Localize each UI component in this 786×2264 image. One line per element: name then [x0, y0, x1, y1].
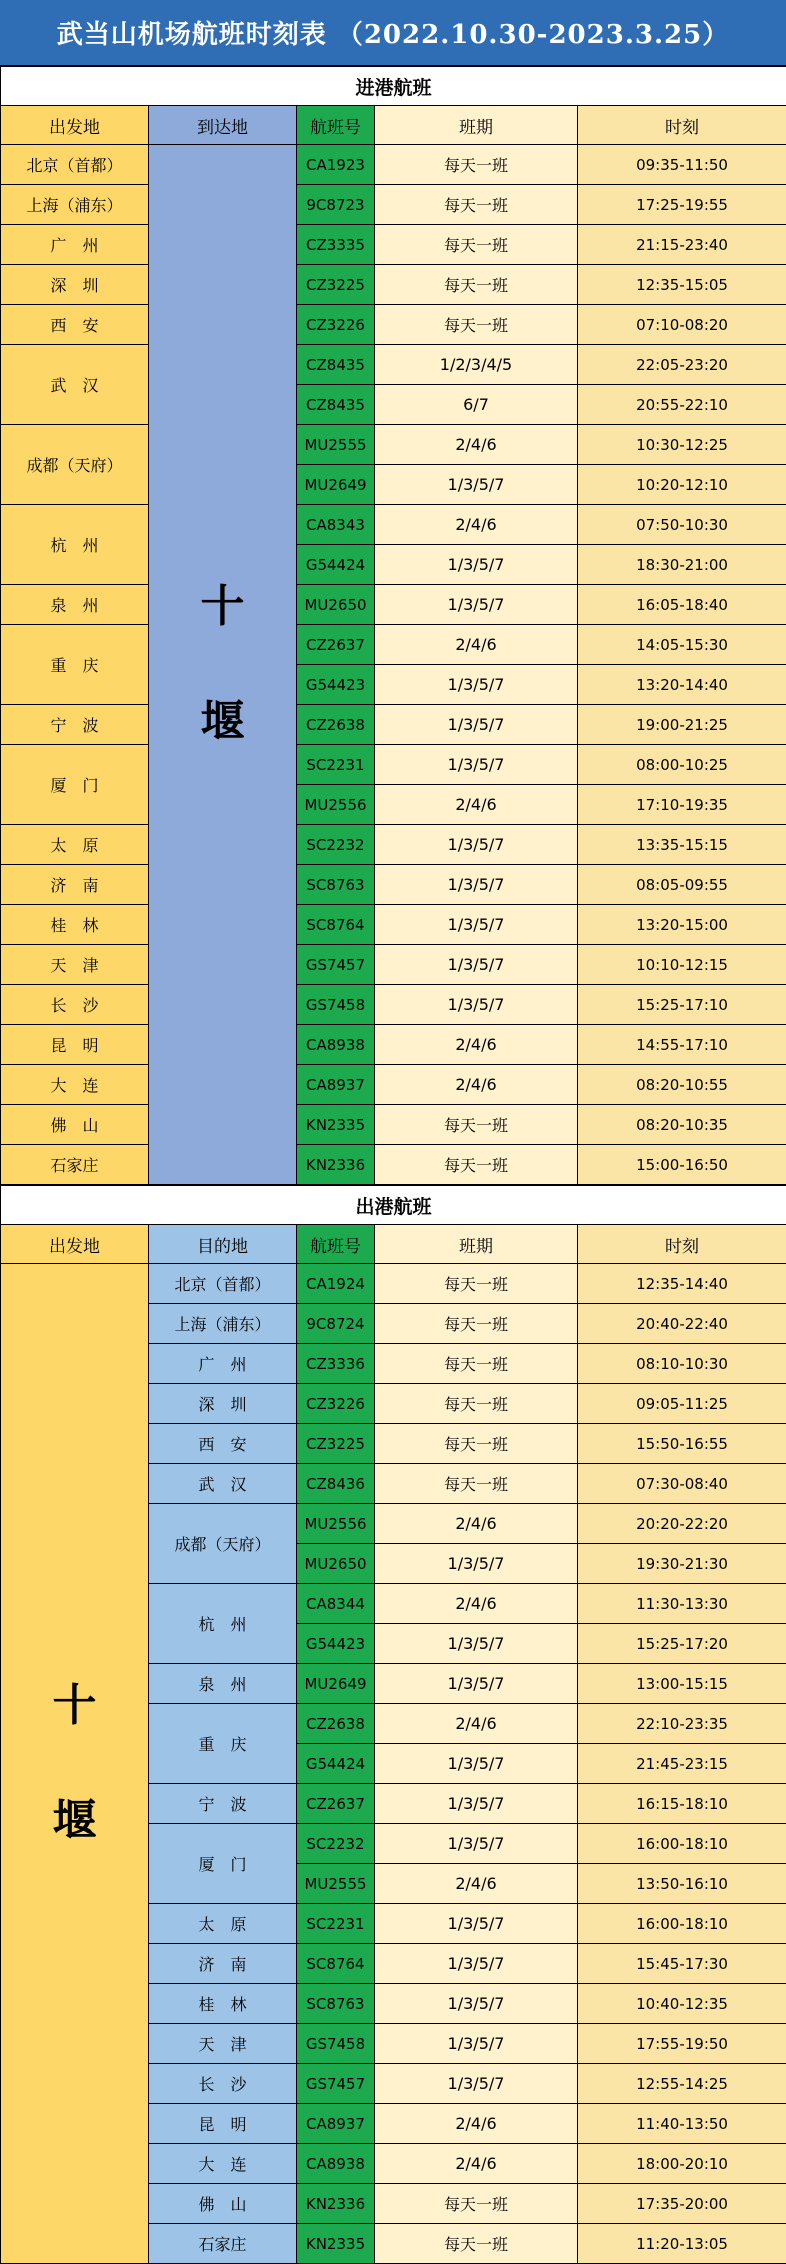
- table-row: [1, 1105, 786, 1145]
- flight-days: 1/3/5/7: [375, 1984, 578, 2024]
- flight-days: 2/4/6: [375, 1584, 578, 1624]
- flight-time: 20:55-22:10: [578, 385, 786, 425]
- flight-number: G54423: [297, 665, 375, 705]
- flight-days: 每天一班: [375, 265, 578, 305]
- city-cell: 昆 明: [149, 2104, 297, 2144]
- city-cell: 武 汉: [149, 1464, 297, 1504]
- table-row: [1, 425, 786, 465]
- flight-days: 1/3/5/7: [375, 745, 578, 785]
- table-row: [1, 185, 786, 225]
- flight-days: 2/4/6: [375, 1025, 578, 1065]
- city-cell: 天 津: [1, 945, 149, 985]
- city-cell: 济 南: [149, 1944, 297, 1984]
- flight-number: CA8938: [297, 2144, 375, 2184]
- flight-days: 2/4/6: [375, 1504, 578, 1544]
- flight-days: 每天一班: [375, 145, 578, 185]
- city-cell: 石家庄: [149, 2224, 297, 2264]
- city-cell: 昆 明: [1, 1025, 149, 1065]
- flight-time: 07:50-10:30: [578, 505, 786, 545]
- flight-time: 12:35-15:05: [578, 265, 786, 305]
- table-row: [1, 945, 786, 985]
- flight-time: 17:25-19:55: [578, 185, 786, 225]
- header-flight-no: 航班号: [297, 106, 375, 145]
- flight-number: GS7458: [297, 2024, 375, 2064]
- city-cell: 杭 州: [149, 1584, 297, 1664]
- flight-number: CA8937: [297, 1065, 375, 1105]
- flight-time: 13:20-15:00: [578, 905, 786, 945]
- city-cell: 深 圳: [1, 265, 149, 305]
- table-row: [1, 905, 786, 945]
- flight-number: CZ3225: [297, 265, 375, 305]
- flight-time: 16:00-18:10: [578, 1824, 786, 1864]
- city-cell: 大 连: [149, 2144, 297, 2184]
- flight-days: 每天一班: [375, 1384, 578, 1424]
- flight-time: 09:35-11:50: [578, 145, 786, 185]
- city-cell: 西 安: [1, 305, 149, 345]
- flight-time: 15:00-16:50: [578, 1145, 786, 1185]
- flight-days: 1/3/5/7: [375, 1664, 578, 1704]
- flight-number: MU2649: [297, 1664, 375, 1704]
- city-cell: 大 连: [1, 1065, 149, 1105]
- table-row: [1, 1145, 786, 1185]
- flight-days: 1/3/5/7: [375, 2024, 578, 2064]
- flight-number: CZ2638: [297, 705, 375, 745]
- city-cell: 北京（首都）: [149, 1264, 297, 1304]
- flight-days: 1/3/5/7: [375, 465, 578, 505]
- flight-time: 20:40-22:40: [578, 1304, 786, 1344]
- flight-number: CA8937: [297, 2104, 375, 2144]
- flight-number: CZ3226: [297, 305, 375, 345]
- flight-number: CZ2637: [297, 625, 375, 665]
- city-cell: 成都（天府）: [149, 1504, 297, 1584]
- flight-number: CZ3335: [297, 225, 375, 265]
- flight-number: MU2650: [297, 1544, 375, 1584]
- flight-time: 19:30-21:30: [578, 1544, 786, 1584]
- flight-time: 22:10-23:35: [578, 1704, 786, 1744]
- flight-time: 11:30-13:30: [578, 1584, 786, 1624]
- flight-time: 08:00-10:25: [578, 745, 786, 785]
- table-row: [1, 225, 786, 265]
- flight-time: 10:40-12:35: [578, 1984, 786, 2024]
- flight-time: 19:00-21:25: [578, 705, 786, 745]
- departures-table: [0, 1185, 786, 2264]
- flight-days: 每天一班: [375, 185, 578, 225]
- flight-days: 1/3/5/7: [375, 945, 578, 985]
- flight-days: 每天一班: [375, 1304, 578, 1344]
- flight-number: MU2556: [297, 785, 375, 825]
- flight-days: 2/4/6: [375, 1065, 578, 1105]
- departures-section-title: 出港航班: [1, 1186, 786, 1225]
- flight-time: 17:55-19:50: [578, 2024, 786, 2064]
- flight-time: 13:00-15:15: [578, 1664, 786, 1704]
- table-row: [1, 585, 786, 625]
- city-cell: 济 南: [1, 865, 149, 905]
- flight-days: 1/3/5/7: [375, 665, 578, 705]
- flight-time: 17:10-19:35: [578, 785, 786, 825]
- flight-number: SC8764: [297, 905, 375, 945]
- city-cell: 长 沙: [149, 2064, 297, 2104]
- city-cell: 佛 山: [149, 2184, 297, 2224]
- flight-number: G54424: [297, 545, 375, 585]
- city-cell: 广 州: [1, 225, 149, 265]
- flight-days: 每天一班: [375, 1145, 578, 1185]
- city-cell: 泉 州: [1, 585, 149, 625]
- flight-time: 14:05-15:30: [578, 625, 786, 665]
- flight-days: 2/4/6: [375, 1864, 578, 1904]
- header-flight-no: 航班号: [297, 1225, 375, 1264]
- flight-days: 2/4/6: [375, 505, 578, 545]
- flight-time: 11:40-13:50: [578, 2104, 786, 2144]
- flight-number: CA8343: [297, 505, 375, 545]
- flight-days: 2/4/6: [375, 785, 578, 825]
- flight-time: 16:15-18:10: [578, 1784, 786, 1824]
- flight-time: 15:50-16:55: [578, 1424, 786, 1464]
- header-days: 班期: [375, 1225, 578, 1264]
- flight-time: 13:50-16:10: [578, 1864, 786, 1904]
- flight-days: 1/3/5/7: [375, 1544, 578, 1584]
- city-char: 堰: [149, 665, 296, 779]
- flight-number: MU2555: [297, 1864, 375, 1904]
- flight-number: CA1923: [297, 145, 375, 185]
- flight-time: 20:20-22:20: [578, 1504, 786, 1544]
- flight-time: 10:20-12:10: [578, 465, 786, 505]
- city-cell: 泉 州: [149, 1664, 297, 1704]
- header-time: 时刻: [578, 106, 786, 145]
- city-cell: 长 沙: [1, 985, 149, 1025]
- table-row: [1, 825, 786, 865]
- flight-time: 12:35-14:40: [578, 1264, 786, 1304]
- table-row: [1, 265, 786, 305]
- flight-number: CZ3226: [297, 1384, 375, 1424]
- flight-days: 2/4/6: [375, 425, 578, 465]
- flight-number: CA8938: [297, 1025, 375, 1065]
- city-cell: 太 原: [149, 1904, 297, 1944]
- flight-days: 1/3/5/7: [375, 2064, 578, 2104]
- header-destination: 到达地: [149, 106, 297, 145]
- flight-days: 1/3/5/7: [375, 1784, 578, 1824]
- flight-days: 1/3/5/7: [375, 825, 578, 865]
- flight-time: 21:15-23:40: [578, 225, 786, 265]
- flight-time: 07:30-08:40: [578, 1464, 786, 1504]
- city-char: 十: [149, 550, 296, 664]
- header-origin: 出发地: [1, 106, 149, 145]
- flight-days: 每天一班: [375, 1105, 578, 1145]
- destination-cell: [149, 145, 297, 1185]
- flight-time: 15:25-17:20: [578, 1624, 786, 1664]
- table-row: [1, 745, 786, 785]
- header-time: 时刻: [578, 1225, 786, 1264]
- arrivals-section-title: 进港航班: [1, 67, 786, 106]
- flight-days: 每天一班: [375, 1344, 578, 1384]
- flight-number: GS7458: [297, 985, 375, 1025]
- table-row: [1, 1264, 786, 1304]
- city-char: 堰: [1, 1764, 148, 1878]
- city-cell: 宁 波: [149, 1784, 297, 1824]
- flight-number: KN2336: [297, 2184, 375, 2224]
- flight-number: CZ8435: [297, 385, 375, 425]
- flight-days: 1/3/5/7: [375, 985, 578, 1025]
- flight-days: 1/3/5/7: [375, 545, 578, 585]
- flight-number: MU2649: [297, 465, 375, 505]
- city-cell: 厦 门: [1, 745, 149, 825]
- flight-time: 10:10-12:15: [578, 945, 786, 985]
- flight-number: G54424: [297, 1744, 375, 1784]
- flight-days: 1/3/5/7: [375, 1824, 578, 1864]
- flight-number: KN2335: [297, 1105, 375, 1145]
- table-row: [1, 305, 786, 345]
- city-cell: 重 庆: [149, 1704, 297, 1784]
- flight-number: GS7457: [297, 2064, 375, 2104]
- flight-number: CZ8436: [297, 1464, 375, 1504]
- flight-time: 13:20-14:40: [578, 665, 786, 705]
- flight-days: 1/3/5/7: [375, 585, 578, 625]
- flight-number: SC2232: [297, 825, 375, 865]
- page-title: 武当山机场航班时刻表 （2022.10.30-2023.3.25）: [0, 0, 786, 66]
- table-row: [1, 705, 786, 745]
- flight-time: 08:20-10:35: [578, 1105, 786, 1145]
- flight-time: 12:55-14:25: [578, 2064, 786, 2104]
- flight-number: KN2336: [297, 1145, 375, 1185]
- flight-number: CZ2638: [297, 1704, 375, 1744]
- flight-days: 1/3/5/7: [375, 1744, 578, 1784]
- flight-number: KN2335: [297, 2224, 375, 2264]
- flight-number: CZ3336: [297, 1344, 375, 1384]
- city-cell: 上海（浦东）: [1, 185, 149, 225]
- flight-days: 每天一班: [375, 225, 578, 265]
- table-row: [1, 345, 786, 385]
- flight-number: SC8763: [297, 865, 375, 905]
- flight-days: 1/3/5/7: [375, 1904, 578, 1944]
- origin-cell: [1, 1264, 149, 2264]
- city-cell: 重 庆: [1, 625, 149, 705]
- header-days: 班期: [375, 106, 578, 145]
- city-cell: 厦 门: [149, 1824, 297, 1904]
- flight-days: 2/4/6: [375, 1704, 578, 1744]
- city-cell: 天 津: [149, 2024, 297, 2064]
- flight-number: SC8764: [297, 1944, 375, 1984]
- flight-time: 09:05-11:25: [578, 1384, 786, 1424]
- table-row: [1, 1065, 786, 1105]
- flight-time: 22:05-23:20: [578, 345, 786, 385]
- flight-number: SC8763: [297, 1984, 375, 2024]
- flight-time: 21:45-23:15: [578, 1744, 786, 1784]
- flight-days: 每天一班: [375, 2224, 578, 2264]
- flight-time: 10:30-12:25: [578, 425, 786, 465]
- flight-time: 13:35-15:15: [578, 825, 786, 865]
- flight-number: CZ2637: [297, 1784, 375, 1824]
- flight-time: 08:05-09:55: [578, 865, 786, 905]
- flight-number: 9C8724: [297, 1304, 375, 1344]
- city-cell: 石家庄: [1, 1145, 149, 1185]
- flight-time: 16:00-18:10: [578, 1904, 786, 1944]
- city-cell: 深 圳: [149, 1384, 297, 1424]
- flight-time: 08:10-10:30: [578, 1344, 786, 1384]
- city-char: 十: [1, 1649, 148, 1763]
- flight-time: 08:20-10:55: [578, 1065, 786, 1105]
- flight-days: 2/4/6: [375, 2144, 578, 2184]
- flight-days: 每天一班: [375, 1264, 578, 1304]
- flight-number: MU2650: [297, 585, 375, 625]
- flight-time: 11:20-13:05: [578, 2224, 786, 2264]
- flight-number: SC2232: [297, 1824, 375, 1864]
- table-row: [1, 145, 786, 185]
- arrivals-table: [0, 66, 786, 1185]
- flight-number: G54423: [297, 1624, 375, 1664]
- table-row: [1, 505, 786, 545]
- flight-number: GS7457: [297, 945, 375, 985]
- table-row: [1, 625, 786, 665]
- city-cell: 成都（天府）: [1, 425, 149, 505]
- city-cell: 桂 林: [1, 905, 149, 945]
- flight-days: 1/3/5/7: [375, 705, 578, 745]
- flight-days: 1/3/5/7: [375, 1624, 578, 1664]
- flight-days: 每天一班: [375, 1424, 578, 1464]
- header-destination: 目的地: [149, 1225, 297, 1264]
- flight-number: CZ8435: [297, 345, 375, 385]
- city-cell: 桂 林: [149, 1984, 297, 2024]
- city-cell: 北京（首都）: [1, 145, 149, 185]
- flight-days: 6/7: [375, 385, 578, 425]
- city-cell: 上海（浦东）: [149, 1304, 297, 1344]
- header-origin: 出发地: [1, 1225, 149, 1264]
- flight-days: 1/3/5/7: [375, 1944, 578, 1984]
- flight-time: 18:30-21:00: [578, 545, 786, 585]
- city-cell: 西 安: [149, 1424, 297, 1464]
- flight-number: CA1924: [297, 1264, 375, 1304]
- city-cell: 佛 山: [1, 1105, 149, 1145]
- flight-time: 16:05-18:40: [578, 585, 786, 625]
- city-cell: 杭 州: [1, 505, 149, 585]
- city-cell: 太 原: [1, 825, 149, 865]
- city-cell: 广 州: [149, 1344, 297, 1384]
- city-cell: 宁 波: [1, 705, 149, 745]
- flight-days: 1/2/3/4/5: [375, 345, 578, 385]
- table-row: [1, 865, 786, 905]
- flight-time: 07:10-08:20: [578, 305, 786, 345]
- flight-number: CZ3225: [297, 1424, 375, 1464]
- flight-number: MU2556: [297, 1504, 375, 1544]
- flight-days: 2/4/6: [375, 2104, 578, 2144]
- flight-time: 15:25-17:10: [578, 985, 786, 1025]
- flight-time: 15:45-17:30: [578, 1944, 786, 1984]
- flight-time: 18:00-20:10: [578, 2144, 786, 2184]
- table-row: [1, 985, 786, 1025]
- flight-time: 17:35-20:00: [578, 2184, 786, 2224]
- flight-days: 1/3/5/7: [375, 905, 578, 945]
- flight-time: 14:55-17:10: [578, 1025, 786, 1065]
- flight-days: 每天一班: [375, 305, 578, 345]
- flight-number: 9C8723: [297, 185, 375, 225]
- city-cell: 武 汉: [1, 345, 149, 425]
- flight-days: 每天一班: [375, 1464, 578, 1504]
- table-row: [1, 1025, 786, 1065]
- flight-days: 1/3/5/7: [375, 865, 578, 905]
- flight-number: CA8344: [297, 1584, 375, 1624]
- flight-days: 每天一班: [375, 2184, 578, 2224]
- flight-number: SC2231: [297, 1904, 375, 1944]
- flight-number: SC2231: [297, 745, 375, 785]
- flight-days: 2/4/6: [375, 625, 578, 665]
- flight-number: MU2555: [297, 425, 375, 465]
